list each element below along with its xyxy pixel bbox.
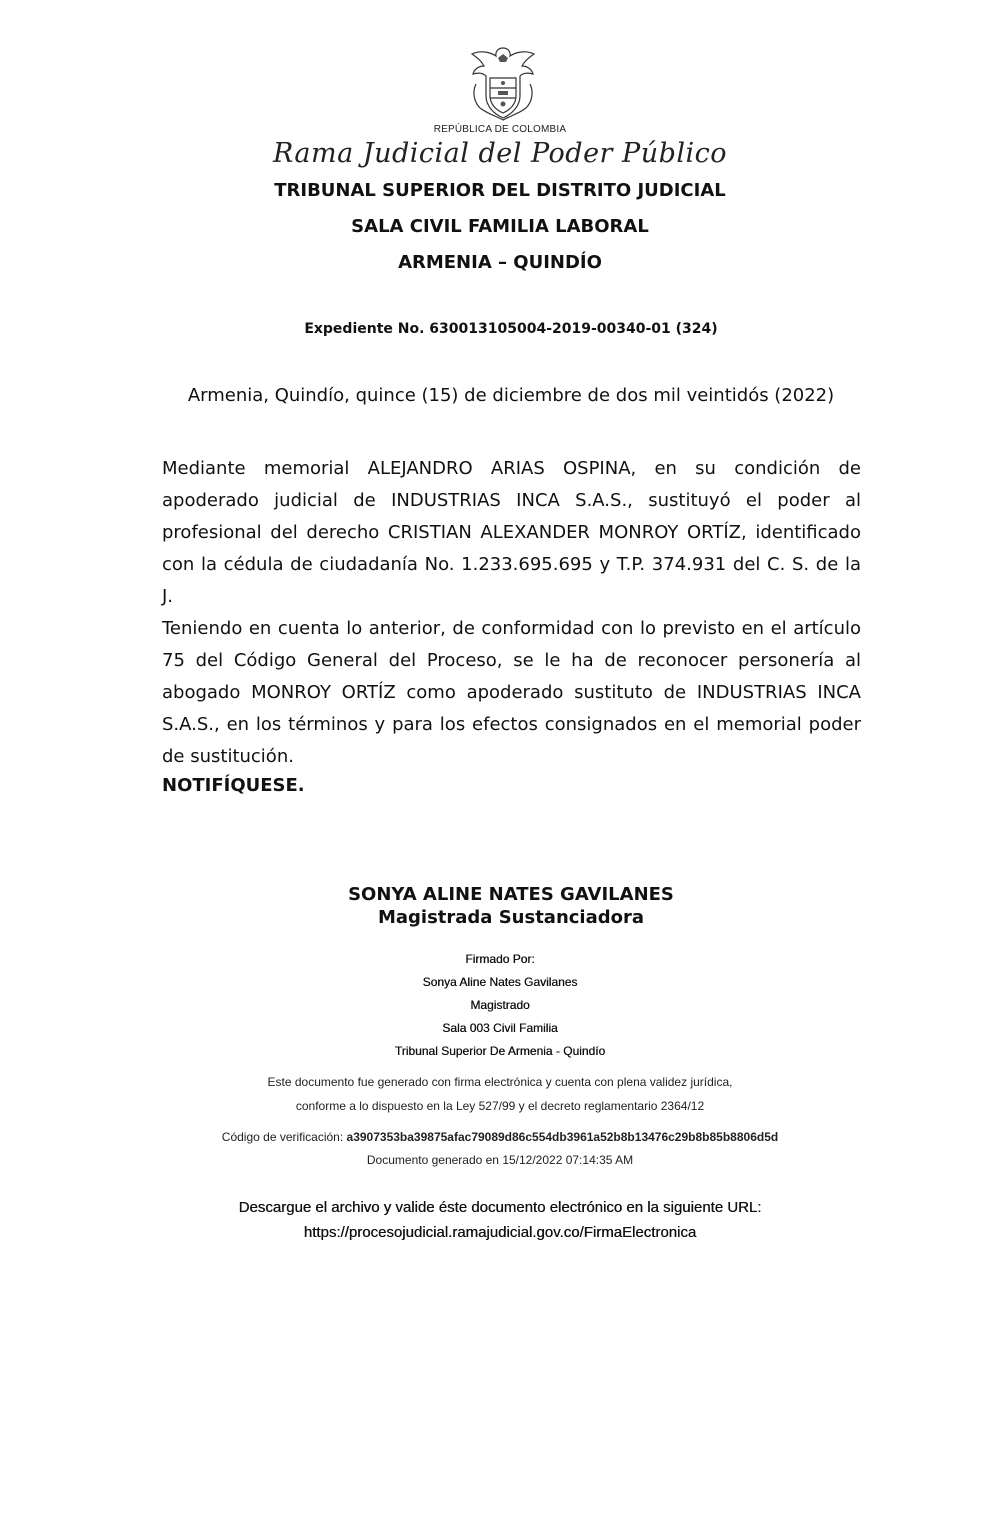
signer-court: Tribunal Superior De Armenia - Quindío bbox=[394, 1044, 606, 1058]
signed-by-label: Firmado Por: bbox=[465, 952, 535, 966]
coat-of-arms-icon bbox=[468, 44, 538, 122]
generated-at: Documento generado en 15/12/2022 07:14:35 AM bbox=[366, 1153, 634, 1167]
paragraph-1: Mediante memorial ALEJANDRO ARIAS OSPINA, en su condición de apoderado judicial de INDUSTRIAS INCA S.A.S., sustituyó el poder al profesional del derecho CRISTIAN ALEXANDER MONROY ORTÍZ, identificado con la cédula de ciudadanía No. 1.233.695.695 y T.P. 374.931 del C. S. de la J. bbox=[162, 458, 861, 607]
download-instructions: Descargue el archivo y valide éste documento electrónico en la siguiente URL: bbox=[238, 1199, 762, 1216]
verification-code: a3907353ba39875afac79089d86c554db3961a52b8b13476c29b8b85b8806d5d bbox=[346, 1130, 779, 1144]
validity-line-1: Este documento fue generado con firma electrónica y cuenta con plena validez jurídica, bbox=[267, 1075, 733, 1089]
republic-label: REPÚBLICA DE COLOMBIA bbox=[433, 124, 567, 135]
validation-url-link[interactable]: https://procesojudicial.ramajudicial.gov.co/FirmaElectronica bbox=[303, 1224, 697, 1241]
expediente-number: Expediente No. 630013105004-2019-00340-01 (324) bbox=[304, 321, 718, 337]
court-name: TRIBUNAL SUPERIOR DEL DISTRITO JUDICIAL bbox=[274, 180, 726, 201]
validity-line-2: conforme a lo dispuesto en la Ley 527/99 y el decreto reglamentario 2364/12 bbox=[295, 1099, 705, 1113]
verification-label: Código de verificación: bbox=[221, 1130, 344, 1144]
signer-sala: Sala 003 Civil Familia bbox=[442, 1021, 558, 1035]
notify-label: NOTIFÍQUESE. bbox=[162, 775, 305, 796]
signed-by-name: Sonya Aline Nates Gavilanes bbox=[422, 975, 578, 989]
city-name: ARMENIA – QUINDÍO bbox=[398, 252, 602, 273]
signer-name: SONYA ALINE NATES GAVILANES bbox=[348, 884, 674, 905]
verification-line bbox=[0, 1130, 1000, 1144]
signer-role: Magistrada Sustanciadora bbox=[377, 907, 645, 928]
sala-name: SALA CIVIL FAMILIA LABORAL bbox=[351, 216, 649, 237]
signer-position: Magistrado bbox=[470, 998, 530, 1012]
paragraph-2: Teniendo en cuenta lo anterior, de conformidad con lo previsto en el artículo 75 del Código General del Proceso, se le ha de reconocer personería al abogado MONROY ORTÍZ como apoderado sustituto de INDUSTRIAS INCA S.A.S., en los términos y para los efectos consignados en el memorial poder de sustitución. bbox=[162, 618, 861, 767]
rama-judicial-title: Rama Judicial del Poder Público bbox=[272, 138, 728, 169]
date-line: Armenia, Quindío, quince (15) de diciembre de dos mil veintidós (2022) bbox=[187, 385, 835, 406]
